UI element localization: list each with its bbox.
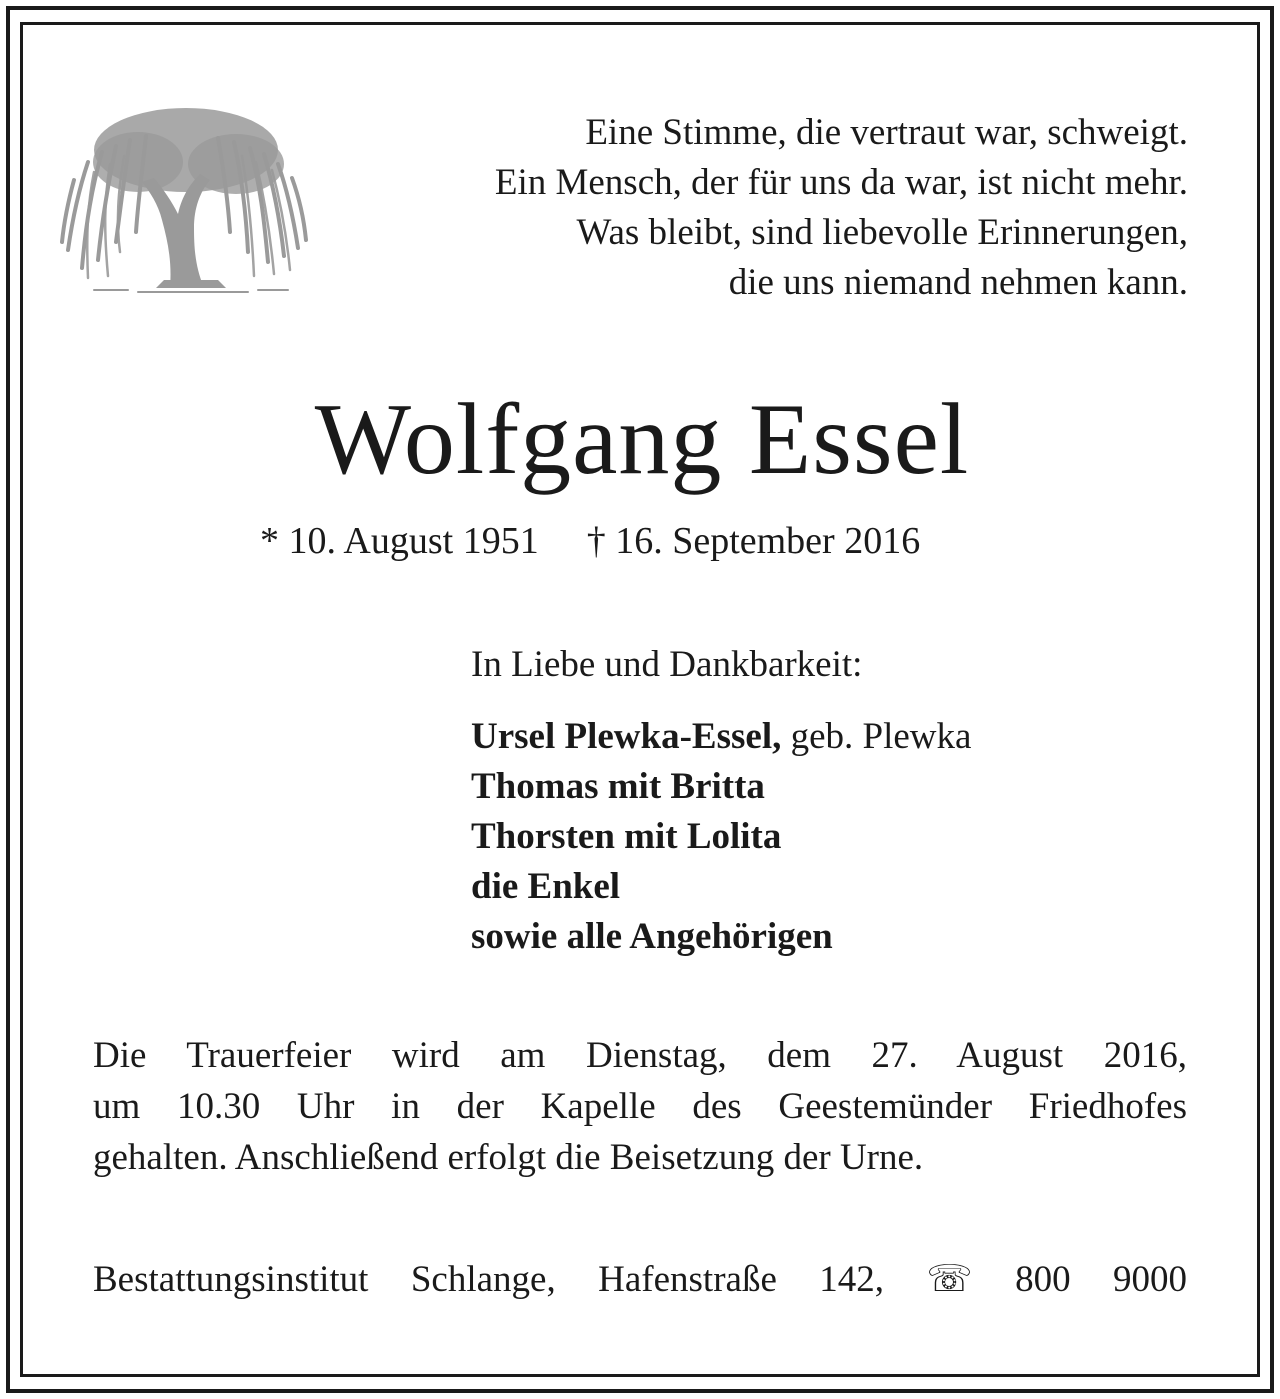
mourner-name: Ursel Plewka-Essel, <box>471 716 782 757</box>
mourner-row: sowie alle Angehörigen <box>471 916 833 957</box>
mourners-intro: In Liebe und Dankbarkeit: <box>471 644 863 685</box>
service-line: Die Trauerfeier wird am Dienstag, dem 27. August 2016, <box>93 1035 1187 1076</box>
verse-line: die uns niemand nehmen kann. <box>728 262 1188 303</box>
verse-line: Was bleibt, sind liebevolle Erinnerungen, <box>576 212 1188 253</box>
verse <box>288 108 1188 308</box>
undertaker-phone: 800 9000 <box>1015 1259 1188 1300</box>
willow-tree-icon <box>58 92 310 297</box>
undertaker-line <box>93 1254 1187 1305</box>
service-line: gehalten. Anschließend erfolgt die Beisetzung der Urne. <box>93 1137 924 1178</box>
verse-line: Ein Mensch, der für uns da war, ist nicht mehr. <box>494 162 1188 203</box>
verse-line: Eine Stimme, die vertraut war, schweigt. <box>585 112 1188 153</box>
telephone-icon: ☏ <box>926 1259 973 1300</box>
mourner-birth-name: geb. Plewka <box>790 716 972 757</box>
mourner-row <box>471 712 971 762</box>
death-date: † 16. September 2016 <box>586 520 921 562</box>
service-line: um 10.30 Uhr in der Kapelle des Geestemünder Friedhofes <box>93 1086 1187 1127</box>
mourners-list <box>471 640 971 962</box>
mourner-row: Thomas mit Britta <box>471 766 765 807</box>
service-notice <box>93 1030 1187 1183</box>
deceased-name: Wolfgang Essel <box>314 383 970 496</box>
mourner-row: Thorsten mit Lolita <box>471 816 782 857</box>
life-dates <box>260 516 920 566</box>
birth-date: * 10. August 1951 <box>260 520 539 562</box>
undertaker-name: Bestattungsinstitut Schlange, Hafenstraße 142, <box>93 1259 885 1300</box>
mourner-row: die Enkel <box>471 866 621 907</box>
